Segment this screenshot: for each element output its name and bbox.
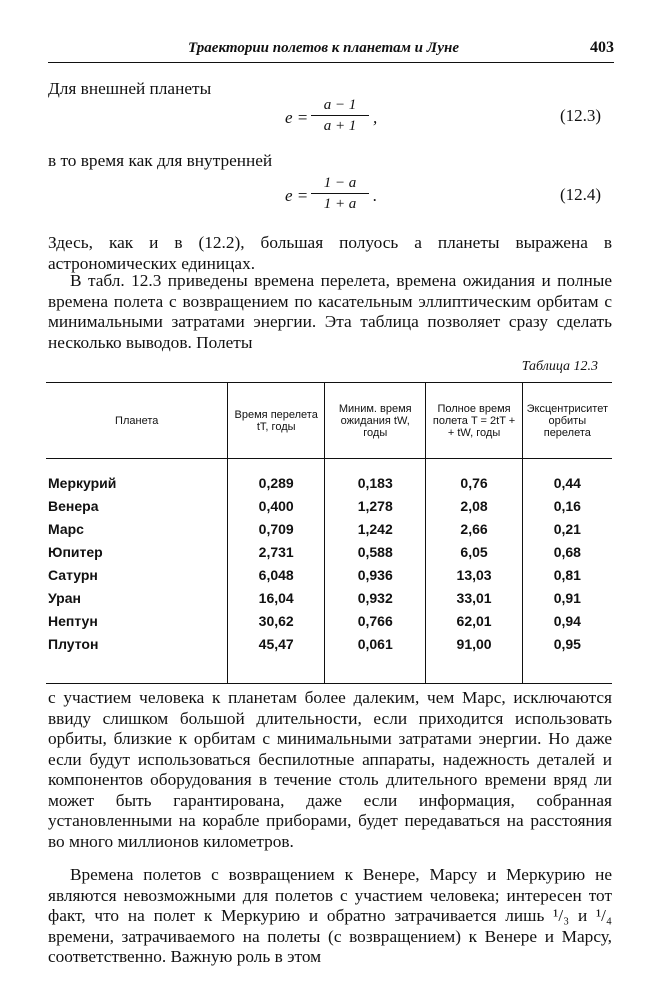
table-cell: 0,16 [522,494,612,517]
table-row [46,517,612,540]
table-row [46,494,612,517]
paragraph-semi-major-axis: Здесь, как и в (12.2), большая полуось a планеты выражена в астрономических единицах. [48,233,612,273]
page-number: 403 [590,39,614,56]
table-cell: 0,183 [325,459,426,495]
table-cell: Венера [48,497,99,514]
table-cell: 45,47 [228,632,325,684]
table-cell: 0,588 [325,540,426,563]
equation-punctuation: . [373,186,378,205]
numerator: a − 1 [323,97,357,113]
equation-12-3 [285,96,385,140]
paragraph-outer-planet: Для внешней планеты [48,79,212,98]
table-cell: 91,00 [426,632,522,684]
table-cell: 1,278 [325,494,426,517]
paragraph-return-flights: Времена полетов с возвращением к Венере, Марсу и Меркурию не являются невозможными для полетов с участием человека; интересен тот факт, что на полет к Меркурию и обратно затрачивается лишь ¹/₃ и ¹/₄ времени, затрачиваемого на полеты (с возвращением) к Венере и Марсу, соответственно. Важную роль в этом [48,865,612,966]
numerator: 1 − a [323,175,357,191]
table-cell: 30,62 [228,609,325,632]
table-cell: Нептун [48,612,98,629]
column-header: Планета [46,383,228,459]
table-cell: Марс [48,520,84,537]
table-cell: 0,95 [522,632,612,684]
table-cell: Уран [48,589,81,606]
paragraph-inner-planet: в то время как для внутренней [48,151,273,170]
fraction-bar [311,115,369,116]
table-row [46,540,612,563]
table-cell: 0,81 [522,563,612,586]
table-cell: Юпитер [48,543,103,560]
table-cell: 0,21 [522,517,612,540]
table-cell: Плутон [46,632,228,684]
table-cell: 2,731 [228,540,325,563]
column-header: Полное время полета T = 2tT + + tW, годы [426,383,522,459]
table-cell: 0,400 [228,494,325,517]
table-cell: 13,03 [426,563,522,586]
table-cell: 16,04 [228,586,325,609]
denominator: a + 1 [323,118,357,134]
column-header: Миним. время ожидания tW, годы [325,383,426,459]
column-header: Время перелета tT, годы [228,383,325,459]
table-cell: 0,94 [522,609,612,632]
equation-12-4 [285,174,385,218]
equation-punctuation: , [373,108,378,127]
table-cell: 0,932 [325,586,426,609]
column-header: Эксцентриситет орбиты перелета [522,383,612,459]
table-cell: 0,936 [325,563,426,586]
table-cell: 0,76 [426,459,522,495]
table-cell: 6,048 [228,563,325,586]
equation-lhs: e = [285,186,309,205]
denominator: 1 + a [323,196,357,212]
fraction [311,174,369,213]
table-cell: 0,68 [522,540,612,563]
running-title: Траектории полетов к планетам и Луне [188,40,459,56]
table-row [46,632,612,684]
table-caption: Таблица 12.3 [521,359,598,374]
equation-lhs: e = [285,108,309,127]
table-cell: Меркурий [48,474,117,491]
data-table [46,382,612,684]
equation-number: (12.4) [560,185,602,204]
table-cell: 0,709 [228,517,325,540]
table-cell: 0,061 [325,632,426,684]
fraction-bar [311,193,369,194]
table-row [46,586,612,609]
table-cell: 0,289 [228,459,325,495]
table-cell: 2,08 [426,494,522,517]
table-cell: 0,766 [325,609,426,632]
table-cell: 33,01 [426,586,522,609]
table-row [46,609,612,632]
table-row [46,459,612,495]
fraction [311,96,369,135]
table-cell: 62,01 [426,609,522,632]
paragraph-table-intro: В табл. 12.3 приведены времена перелета, времена ожидания и полные времена полета с возвращением по касательным эллиптическим орбитам с минимальными затратами энергии. Эта таблица позволяет сразу сделать несколько выводов. Полеты [48,271,612,352]
table-row [46,563,612,586]
table-cell: 0,44 [522,459,612,495]
equation-number: (12.3) [560,106,602,125]
table-cell: 2,66 [426,517,522,540]
page-header [48,38,614,63]
table-cell: 1,242 [325,517,426,540]
table-cell: 0,91 [522,586,612,609]
paragraph-continuation: с участием человека к планетам более далеким, чем Марс, исключаются ввиду слишком большой длительности, если приходится использовать орбиты, близкие к орбитам с минимальными затратами энергии. Но даже если будут использоваться беспилотные аппараты, надежность деталей и компонентов оборудования в течение столь длительного времени вряд ли может быть гарантирована, даже если информация, собранная установленными на корабле приборами, будет передаваться на расстояния во много миллионов километров. [48,688,612,851]
table-cell: Сатурн [48,566,98,583]
table-cell: 6,05 [426,540,522,563]
